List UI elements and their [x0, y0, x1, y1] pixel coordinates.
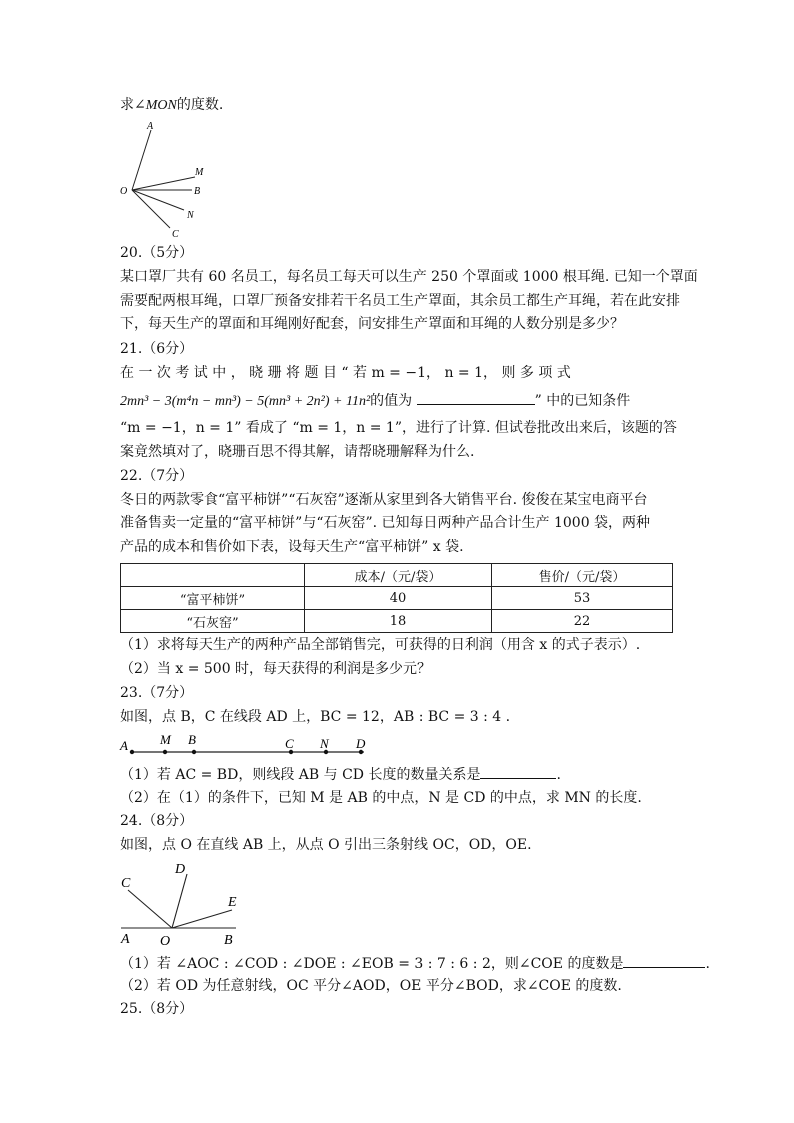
table-header-cell: 成本/（元/袋）: [305, 564, 492, 587]
point-label: D: [356, 736, 366, 751]
q23-answer-blank[interactable]: [480, 764, 556, 779]
point-label: N: [320, 736, 329, 751]
rays-figure: [118, 858, 248, 950]
fig19-label: N: [187, 210, 194, 221]
q21-expression: 2mn³ − 3(m⁴n − mn³) − 5(mn³ + 2n²) + 11n²: [120, 394, 371, 409]
table-cell: “石灰窑”: [121, 610, 305, 633]
q24-sub2: （2）若 OD 为任意射线，OC 平分∠AOD，OE 平分∠BOD，求∠COE 的度数.: [120, 978, 622, 994]
q21-line2: [120, 390, 630, 412]
q21-expr-suffix: 的值为: [370, 393, 413, 409]
intro-var: MON: [145, 98, 177, 113]
table-cell: 22: [492, 610, 673, 633]
point-label: B: [188, 732, 196, 747]
ray-label: O: [160, 934, 171, 949]
q23-sub2: （2）在（1）的条件下，已知 M 是 AB 的中点，N 是 CD 的中点，求 MN 的长度.: [120, 790, 642, 806]
intro-suffix: 的度数.: [176, 97, 224, 113]
fig19-label: A: [147, 121, 154, 132]
q24-header: 24.（8分）: [120, 813, 194, 829]
q24-sub1-end: .: [705, 956, 710, 972]
q23-line1: 如图，点 B，C 在线段 AD 上，BC = 12，AB : BC = 3 : 4 .: [120, 709, 511, 725]
q21-header: 21.（6分）: [120, 341, 194, 357]
q22-line3: 产品的成本和售价如下表，设每天生产“富平柿饼” x 袋.: [120, 539, 464, 555]
fig19-label: O: [120, 186, 128, 197]
q23-sub1-end: .: [556, 767, 561, 783]
ray-label: B: [224, 933, 233, 948]
angle-mon-figure: [118, 118, 218, 240]
q22-sub2: （2）当 x = 500 时，每天获得的利润是多少元？: [120, 661, 432, 677]
fig19-label: C: [172, 229, 179, 240]
q23-header: 23.（7分）: [120, 685, 194, 701]
segment-ad-figure: [118, 730, 378, 760]
intro-prefix: 求∠: [120, 97, 146, 113]
intro-line: [120, 95, 223, 116]
q21-line3: “m = −1，n = 1” 看成了 “m = 1，n = 1”，进行了计算. 但试卷批改出来后，该题的答: [120, 420, 677, 436]
q24-sub1-text: （1）若 ∠AOC : ∠COD : ∠DOE : ∠EOB = 3 : 7 : 6 : 2，则∠COE 的度数是: [120, 956, 624, 972]
ray-label: A: [121, 932, 130, 947]
table-row: [121, 610, 673, 633]
q23-sub1: [120, 764, 561, 785]
point-label: C: [285, 736, 294, 751]
q24-answer-blank[interactable]: [623, 953, 705, 968]
ray-label: E: [228, 895, 237, 910]
table-cell: 18: [305, 610, 492, 633]
q20-line: 需要配两根耳绳，口罩厂预备安排若干名员工生产罩面，其余员工都生产耳绳，若在此安排: [120, 293, 680, 309]
point-label: A: [120, 738, 128, 753]
q23-sub1-text: （1）若 AC = BD，则线段 AB 与 CD 长度的数量关系是: [120, 767, 481, 783]
q24-line1: 如图，点 O 在直线 AB 上，从点 O 引出三条射线 OC，OD，OE.: [120, 837, 532, 853]
q21-line4: 案竟然填对了，晓珊百思不得其解，请帮晓珊解释为什么.: [120, 444, 475, 460]
point-label: M: [160, 732, 171, 747]
q20-line: 某口罩厂共有 60 名员工，每名员工每天可以生产 250 个罩面或 1000 根耳绳. 已知一个罩面: [120, 269, 698, 285]
table-header-row: [121, 564, 673, 587]
cost-price-table: [120, 563, 673, 633]
q22-line1: 冬日的两款零食“富平柿饼”“石灰窑”逐渐从家里到各大销售平台. 俊俊在某宝电商平台: [120, 492, 648, 508]
table-header-cell: [121, 564, 305, 587]
q22-header: 22.（7分）: [120, 468, 194, 484]
q25-header: 25.（8分）: [120, 1001, 194, 1017]
table-cell: “富平柿饼”: [121, 587, 305, 610]
ray-label: D: [175, 862, 186, 877]
q24-sub1: [120, 953, 710, 974]
table-cell: 40: [305, 587, 492, 610]
q21-after-blank: ” 中的已知条件: [534, 393, 631, 409]
q20-line: 下，每天生产的罩面和耳绳刚好配套，问安排生产罩面和耳绳的人数分别是多少？: [120, 316, 624, 332]
q21-line1: 在 一 次 考 试 中 ， 晓 珊 将 题 目 “ 若 m = −1， n = 1， 则 多 项 式: [120, 365, 571, 381]
table-row: [121, 587, 673, 610]
ray-label: C: [121, 876, 131, 891]
q21-answer-blank[interactable]: [417, 390, 535, 405]
table-header-cell: 售价/（元/袋）: [492, 564, 673, 587]
q22-sub1: （1）求将每天生产的两种产品全部销售完，可获得的日利润（用含 x 的式子表示）.: [120, 637, 641, 653]
table-cell: 53: [492, 587, 673, 610]
fig19-label: B: [194, 186, 201, 197]
fig19-label: M: [195, 167, 204, 178]
q22-line2: 准备售卖一定量的“富平柿饼”与“石灰窑”. 已知每日两种产品合计生产 1000 袋，两种: [120, 515, 651, 531]
q20-header: 20.（5分）: [120, 245, 194, 261]
